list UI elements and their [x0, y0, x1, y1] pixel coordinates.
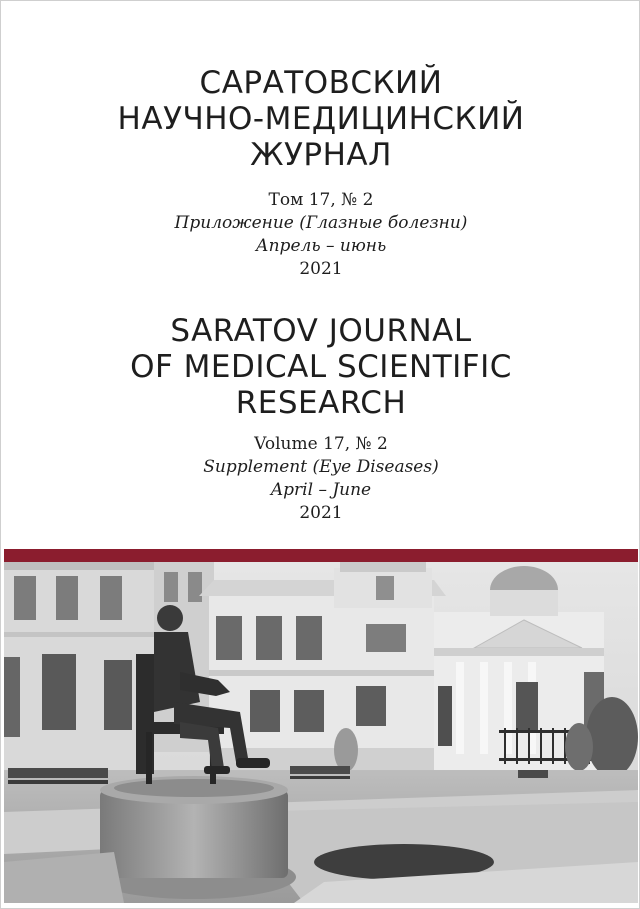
period-ru: Апрель – июнь	[255, 236, 387, 256]
title-ru-line-1: САРАТОВСКИЙ	[199, 65, 443, 101]
title-ru-line-3: ЖУРНАЛ	[250, 137, 392, 173]
cover-photo	[4, 562, 638, 903]
volume-en: Volume 17, № 2	[254, 434, 388, 454]
building-and-statue-illustration	[4, 562, 638, 903]
year-en: 2021	[299, 503, 343, 523]
issue-info-english	[1, 433, 640, 525]
journal-title-english	[1, 313, 640, 421]
year-ru: 2021	[299, 259, 343, 279]
title-en-line-1: SARATOV JOURNAL	[170, 313, 472, 349]
period-en: April – June	[270, 480, 372, 500]
journal-title-russian	[1, 65, 640, 173]
title-en-line-2: OF MEDICAL SCIENTIFIC	[130, 349, 512, 385]
accent-band	[4, 549, 638, 562]
supplement-en: Supplement (Eye Diseases)	[203, 457, 439, 477]
issue-info-russian	[1, 189, 640, 281]
volume-ru: Том 17, № 2	[268, 190, 374, 210]
title-en-line-3: RESEARCH	[235, 385, 407, 421]
title-ru-line-2: НАУЧНО-МЕДИЦИНСКИЙ	[117, 101, 525, 137]
supplement-ru: Приложение (Глазные болезни)	[174, 213, 468, 233]
